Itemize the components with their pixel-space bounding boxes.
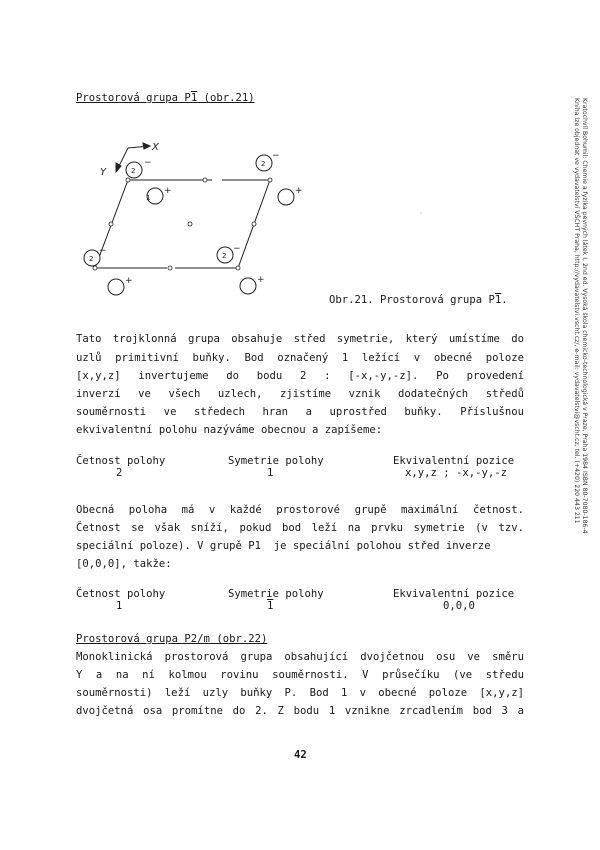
table1-value-positions: x,y,z ; -x,-y,-z bbox=[405, 467, 508, 479]
svg-text:−: − bbox=[144, 158, 152, 168]
caption-end: . bbox=[501, 294, 508, 306]
table2-value-symmetry: 1 bbox=[267, 600, 274, 612]
point-2-minus bbox=[256, 151, 280, 171]
centre-corner bbox=[93, 266, 97, 270]
centre-edge-left bbox=[109, 222, 113, 226]
svg-text:+: + bbox=[295, 186, 303, 196]
paragraph-line: inverzí ve všech uzlech, zjistíme vznik dodatečných středů bbox=[76, 388, 524, 400]
table1-header-symmetry: Symetrie polohy bbox=[228, 455, 324, 467]
figure-caption bbox=[329, 294, 508, 307]
point-1-plus bbox=[108, 276, 133, 295]
paragraph-line: Obecná poloha má v každé prostorové grupě maximální četnost. bbox=[76, 504, 524, 516]
paragraph-line: ekvivalentní polohu nazýváme obecnou a zapíšeme: bbox=[76, 424, 383, 436]
paragraph-line: Tato trojklonná grupa obsahuje střed symetrie, který umístíme do bbox=[76, 333, 524, 345]
section-title-ref: (obr.21) bbox=[197, 92, 255, 104]
paragraph-line: speciální poloze). V grupě P1 je speciální polohou střed inverze bbox=[76, 540, 491, 552]
centre-edge-right bbox=[252, 222, 256, 226]
paragraph-line: Četnost se však sníží, pokud bod leží na prvku symetrie (v tzv. bbox=[76, 522, 524, 534]
svg-text:−: − bbox=[272, 151, 280, 161]
centre-corner bbox=[126, 178, 130, 182]
table2-header-positions: Ekvivalentní pozice bbox=[393, 588, 515, 600]
axis-x-label: X bbox=[152, 142, 159, 153]
point-1-plus bbox=[278, 186, 303, 205]
svg-text:2: 2 bbox=[222, 252, 227, 260]
point-2-minus bbox=[84, 246, 107, 266]
svg-text:1: 1 bbox=[146, 194, 151, 202]
x-axis-arrow bbox=[143, 143, 150, 149]
svg-text:+: + bbox=[257, 275, 265, 285]
centre-cell bbox=[188, 222, 192, 226]
centre-corner bbox=[236, 266, 240, 270]
section-title-bar-one: 1 bbox=[190, 92, 198, 104]
point-1-plus bbox=[240, 275, 265, 294]
svg-text:+: + bbox=[164, 186, 172, 196]
section2-title: Prostorová grupa P2/m (obr.22) bbox=[76, 633, 268, 645]
caption-text: Obr.21. Prostorová grupa P bbox=[329, 294, 495, 306]
table2-header-symmetry: Symetrie polohy bbox=[228, 588, 324, 600]
section-title-text: Prostorová grupa P bbox=[76, 92, 191, 104]
sidebar-line-2: Kniha lze objednat ve vydavatelství VŠCHT Praha, http://vydavatelstvi.vscht.cz/, e-mail: vydavatelstvi@vscht.cz, tel. (+420) 220 443 211 bbox=[573, 98, 580, 524]
paragraph-line: souměrnosti) leží uzly buňky P. Bod 1 v obecné poloze [x,y,z] bbox=[76, 687, 524, 699]
centre-edge-top bbox=[203, 178, 207, 182]
paragraph-line: uzlů primitivní buňky. Bod označený 1 ležící v obecné poloze bbox=[76, 352, 524, 364]
svg-text:2: 2 bbox=[89, 255, 94, 263]
svg-text:+: + bbox=[125, 276, 133, 286]
paragraph-line: souměrnosti ve středech hran a uprostřed buňky. Příslušnou bbox=[76, 406, 524, 418]
point-2-minus bbox=[126, 158, 152, 178]
svg-text:2: 2 bbox=[131, 167, 136, 175]
point-2-minus bbox=[217, 244, 241, 263]
centre-corner bbox=[268, 178, 272, 182]
paragraph-line: [0,0,0], takže: bbox=[76, 558, 172, 570]
table2-value-multiplicity: 1 bbox=[116, 600, 123, 612]
caption-bar-one: 1 bbox=[494, 294, 502, 306]
table2-header-multiplicity: Četnost polohy bbox=[76, 588, 166, 600]
page-number: 42 bbox=[294, 749, 307, 761]
paragraph-line: Monoklinická prostorová grupa obsahující dvojčetnou osu ve směru bbox=[76, 651, 524, 663]
paragraph-line: [x,y,z] invertujeme do bodu 2 : [-x,-y,-z]. Po provedení bbox=[76, 370, 524, 382]
svg-text:−: − bbox=[99, 246, 107, 256]
paragraph-line: dvojčetná osa promítne do 2. Z bodu 1 vznikne zrcadlením bod 3 a bbox=[76, 705, 524, 717]
figure-21-diagram bbox=[0, 0, 600, 320]
point-1-plus bbox=[146, 186, 172, 204]
table1-value-multiplicity: 2 bbox=[116, 467, 123, 479]
table1-header-positions: Ekvivalentní pozice bbox=[393, 455, 515, 467]
axis-y-label: Y bbox=[100, 167, 107, 178]
paragraph-line: Y a na ní kolmou rovinu souměrnosti. V průsečíku (ve středu bbox=[76, 669, 524, 681]
speck bbox=[420, 212, 421, 213]
centre-edge-bottom bbox=[168, 266, 172, 270]
table1-value-symmetry: 1 bbox=[267, 467, 274, 479]
table1-header-multiplicity: Četnost polohy bbox=[76, 455, 166, 467]
svg-text:2: 2 bbox=[261, 160, 266, 168]
table2-value-positions: 0,0,0 bbox=[443, 600, 475, 612]
sidebar-line-1: Kratochvíl Bohumil: Chemie a fyzika pevných látek I, 2nd ed. Vysoká škola chemicko-technologická v Praze, Praha 1984 ISBN 80-7080-186-4 bbox=[581, 98, 588, 534]
svg-text:−: − bbox=[233, 244, 241, 254]
